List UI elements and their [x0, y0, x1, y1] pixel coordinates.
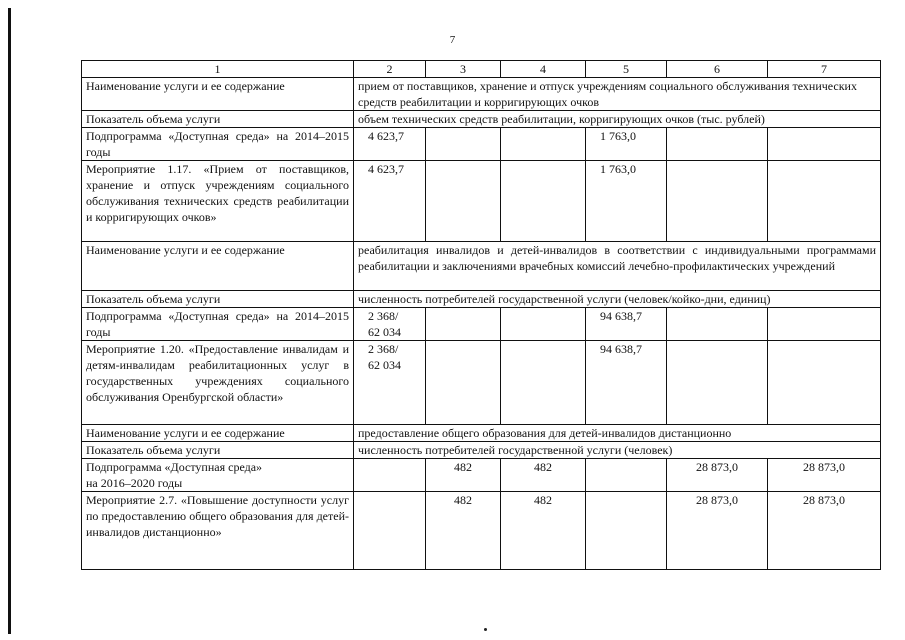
- cell-value: [426, 161, 501, 242]
- cell-value: [586, 492, 667, 570]
- cell-value: [426, 341, 501, 425]
- services-table: [81, 60, 881, 570]
- table-row: [82, 291, 881, 308]
- service-description: прием от поставщиков, хранение и отпуск учреждениям социального обслуживания технических средств реабилитации и корригирующих очков: [354, 78, 881, 111]
- table-header-row: [82, 61, 881, 78]
- row-label: Наименование услуги и ее содержание: [82, 242, 354, 291]
- table-row: [82, 161, 881, 242]
- cell-value: [768, 161, 881, 242]
- cell-value: 482: [426, 492, 501, 570]
- cell-value: [426, 128, 501, 161]
- cell-value: [354, 308, 426, 341]
- table-row: [82, 425, 881, 442]
- cell-value: 94 638,7: [586, 308, 667, 341]
- row-label-line: Подпрограмма «Доступная среда»: [86, 460, 263, 474]
- table-row: [82, 78, 881, 111]
- cell-value: [501, 161, 586, 242]
- table-row: [82, 111, 881, 128]
- column-header: 3: [426, 61, 501, 78]
- row-label: Показатель объема услуги: [82, 442, 354, 459]
- scan-margin-bar: [8, 8, 11, 634]
- row-label: Наименование услуги и ее содержание: [82, 78, 354, 111]
- cell-value: [354, 459, 426, 492]
- row-label-line: на 2016–2020 годы: [86, 476, 183, 490]
- cell-value: 28 873,0: [667, 459, 768, 492]
- row-label: Мероприятие 1.20. «Предоставление инвалидам и детям-инвалидам реабилитационных услуг в государственных учреждениях социального обслуживания Оренбургской области»: [82, 341, 354, 425]
- row-label: Наименование услуги и ее содержание: [82, 425, 354, 442]
- volume-indicator: численность потребителей государственной услуги (человек): [354, 442, 881, 459]
- row-label: [82, 459, 354, 492]
- table-row: [82, 442, 881, 459]
- cell-value-line: 62 034: [368, 325, 401, 339]
- column-header: 1: [82, 61, 354, 78]
- cell-value: 482: [426, 459, 501, 492]
- cell-value: [426, 308, 501, 341]
- cell-value: 28 873,0: [667, 492, 768, 570]
- cell-value: 1 763,0: [586, 128, 667, 161]
- cell-value: [586, 459, 667, 492]
- table-row: [82, 341, 881, 425]
- table-row: [82, 128, 881, 161]
- cell-value-line: 2 368/: [368, 342, 399, 356]
- column-header: 4: [501, 61, 586, 78]
- cell-value: 1 763,0: [586, 161, 667, 242]
- cell-value-line: 62 034: [368, 358, 401, 372]
- cell-value: [667, 341, 768, 425]
- cell-value: [768, 128, 881, 161]
- cell-value: [667, 161, 768, 242]
- row-label: Показатель объема услуги: [82, 111, 354, 128]
- service-description: реабилитация инвалидов и детей-инвалидов в соответствии с индивидуальными программами реабилитации и заключениями врачебных комиссий лечебно-профилактических учреждений: [354, 242, 881, 291]
- cell-value-line: 2 368/: [368, 309, 399, 323]
- cell-value: 4 623,7: [354, 161, 426, 242]
- column-header: 5: [586, 61, 667, 78]
- row-label: Подпрограмма «Доступная среда» на 2014–2015 годы: [82, 308, 354, 341]
- row-label: Подпрограмма «Доступная среда» на 2014–2015 годы: [82, 128, 354, 161]
- cell-value: 28 873,0: [768, 459, 881, 492]
- cell-value: 482: [501, 492, 586, 570]
- row-label: Показатель объема услуги: [82, 291, 354, 308]
- cell-value: 4 623,7: [354, 128, 426, 161]
- cell-value: 94 638,7: [586, 341, 667, 425]
- cell-value: 482: [501, 459, 586, 492]
- service-description: предоставление общего образования для детей-инвалидов дистанционно: [354, 425, 881, 442]
- cell-value: [768, 341, 881, 425]
- cell-value: [667, 128, 768, 161]
- page-number: 7: [449, 34, 456, 46]
- cell-value: [768, 308, 881, 341]
- cell-value: [354, 492, 426, 570]
- scan-speck: [484, 628, 487, 631]
- cell-value: [501, 128, 586, 161]
- cell-value: [354, 341, 426, 425]
- cell-value: [501, 341, 586, 425]
- column-header: 6: [667, 61, 768, 78]
- table-row: [82, 308, 881, 341]
- cell-value: [501, 308, 586, 341]
- column-header: 2: [354, 61, 426, 78]
- cell-value: 28 873,0: [768, 492, 881, 570]
- table-row: [82, 242, 881, 291]
- row-label: Мероприятие 1.17. «Прием от поставщиков, хранение и отпуск учреждениям социального обслуживания технических средств реабилитации и корригирующих очков»: [82, 161, 354, 242]
- table-row: [82, 459, 881, 492]
- volume-indicator: численность потребителей государственной услуги (человек/койко-дни, единиц): [354, 291, 881, 308]
- column-header: 7: [768, 61, 881, 78]
- cell-value: [667, 308, 768, 341]
- row-label: Мероприятие 2.7. «Повышение доступности услуг по предоставлению общего образования для детей-инвалидов дистанционно»: [82, 492, 354, 570]
- table-row: [82, 492, 881, 570]
- volume-indicator: объем технических средств реабилитации, корригирующих очков (тыс. рублей): [354, 111, 881, 128]
